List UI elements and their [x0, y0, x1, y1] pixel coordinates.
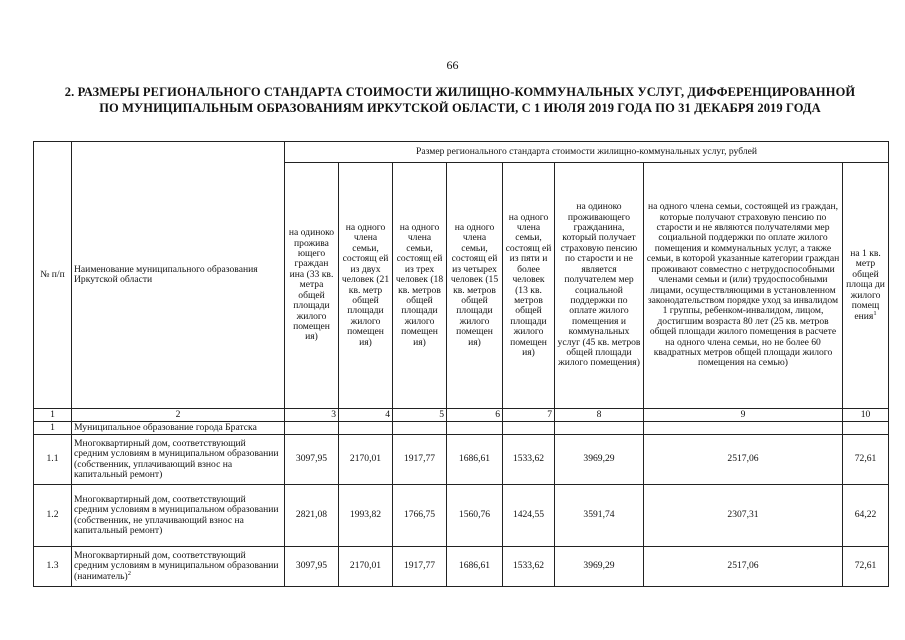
header-col-3: на одиноко прожива ющего граждан ина (33 кв. метра общей площади жилого помещен ия)	[285, 163, 339, 409]
index-cell: 9	[644, 409, 843, 422]
value-cell: 1533,62	[503, 435, 555, 485]
row-name: Многоквартирный дом, соответствующий средним условиям в муниципальном образовании (собственник, не уплачивающий взнос на капитальный ремонт)	[72, 485, 285, 547]
footnote-mark-1: 1	[873, 309, 877, 317]
header-col-4: на одного члена семьи, состоящ ей из двух человек (21 кв. метр общей площади жилого помещен ия)	[339, 163, 393, 409]
row-name-text: Многоквартирный дом, соответствующий средним условиям в муниципальном образовании (наниматель)	[74, 549, 279, 582]
title-line-1: 2. РАЗМЕРЫ РЕГИОНАЛЬНОГО СТАНДАРТА СТОИМОСТИ ЖИЛИЩНО-КОММУНАЛЬНЫХ УСЛУГ, ДИФФЕРЕНЦИРОВАННОЙ	[64, 85, 856, 99]
value-cell: 72,61	[843, 547, 889, 587]
row-num: 1.1	[34, 435, 72, 485]
column-index-row	[34, 409, 889, 422]
empty-cell	[843, 422, 889, 435]
header-col-5: на одного члена семьи, состоящ ей из трех человек (18 кв. метров общей площади жилого помещен ия)	[393, 163, 447, 409]
header-col-9: на одного члена семьи, состоящей из граждан, которые получают страховую пенсию по старости и не являются получателями мер социальной поддержки по оплате жилого помещения и коммунальных услуг, а также семьи, в которой указанные категории граждан проживают совместно с нетрудоспособными членами семьи и (или) трудоспособными лицами, осуществляющими в установленном законодательством порядке уход за инвалидом 1 группы, ребенком-инвалидом, лицом, достигшим возраста 80 лет (25 кв. метров общей площади жилого помещения в расчете на одного члена семьи, но не более 60 квадратных метров общей площади жилого помещения на семью)	[644, 163, 843, 409]
value-cell: 3097,95	[285, 435, 339, 485]
value-cell: 3591,74	[555, 485, 644, 547]
header-municipality: Наименование муниципального образования Иркутской области	[72, 142, 285, 409]
header-group: Размер регионального стандарта стоимости жилищно-коммунальных услуг, рублей	[285, 142, 889, 163]
empty-cell	[555, 422, 644, 435]
value-cell: 3097,95	[285, 547, 339, 587]
section-num: 1	[34, 422, 72, 435]
value-cell: 2821,08	[285, 485, 339, 547]
row-name: Многоквартирный дом, соответствующий средним условиям в муниципальном образовании (собственник, уплачивающий взнос на капитальный ремонт)	[72, 435, 285, 485]
empty-cell	[447, 422, 503, 435]
value-cell: 1766,75	[393, 485, 447, 547]
value-cell: 3969,29	[555, 547, 644, 587]
value-cell: 2517,06	[644, 547, 843, 587]
title-line-2: ПО МУНИЦИПАЛЬНЫМ ОБРАЗОВАНИЯМ ИРКУТСКОЙ ОБЛАСТИ, С 1 ИЮЛЯ 2019 ГОДА ПО 31 ДЕКАБРЯ 2019 ГОДА	[99, 101, 821, 115]
empty-cell	[644, 422, 843, 435]
value-cell: 1917,77	[393, 547, 447, 587]
value-cell: 2170,01	[339, 547, 393, 587]
value-cell: 72,61	[843, 435, 889, 485]
value-cell: 1686,61	[447, 547, 503, 587]
value-cell: 64,22	[843, 485, 889, 547]
value-cell: 2517,06	[644, 435, 843, 485]
value-cell: 1533,62	[503, 547, 555, 587]
value-cell: 1686,61	[447, 435, 503, 485]
value-cell: 1560,76	[447, 485, 503, 547]
index-cell: 3	[285, 409, 339, 422]
index-cell: 8	[555, 409, 644, 422]
header-col-8: на одиноко проживающего гражданина, который получает страховую пенсию по старости и не является получателем мер социальной поддержки по оплате жилого помещения и коммунальных услуг (45 кв. метров общей площади жилого помещения)	[555, 163, 644, 409]
table-row	[34, 435, 889, 485]
section-row	[34, 422, 889, 435]
index-cell: 7	[503, 409, 555, 422]
empty-cell	[503, 422, 555, 435]
row-num: 1.2	[34, 485, 72, 547]
value-cell: 1424,55	[503, 485, 555, 547]
header-num: № п/п	[34, 142, 72, 409]
index-cell: 5	[393, 409, 447, 422]
header-col-6: на одного члена семьи, состоящ ей из четырех человек (15 кв. метров общей площади жилого помещен ия)	[447, 163, 503, 409]
standard-cost-table	[33, 141, 889, 587]
value-cell: 1993,82	[339, 485, 393, 547]
header-col-10	[843, 163, 889, 409]
empty-cell	[393, 422, 447, 435]
page-number: 66	[446, 58, 459, 72]
value-cell: 2307,31	[644, 485, 843, 547]
header-col-7: на одного члена семьи, состоящ ей из пяти и более человек (13 кв. метров общей площади жилого помещен ия)	[503, 163, 555, 409]
value-cell: 3969,29	[555, 435, 644, 485]
index-cell: 4	[339, 409, 393, 422]
value-cell: 2170,01	[339, 435, 393, 485]
empty-cell	[285, 422, 339, 435]
index-cell: 10	[843, 409, 889, 422]
table-row	[34, 547, 889, 587]
table-row	[34, 485, 889, 547]
document-title	[40, 84, 880, 116]
index-cell: 2	[72, 409, 285, 422]
index-cell: 6	[447, 409, 503, 422]
section-name: Муниципальное образование города Братска	[72, 422, 285, 435]
footnote-mark-2: 2	[127, 569, 131, 577]
empty-cell	[339, 422, 393, 435]
row-name	[72, 547, 285, 587]
header-col-10-text: на 1 кв. метр общей площа ди жилого помещ ения	[846, 248, 885, 322]
value-cell: 1917,77	[393, 435, 447, 485]
row-num: 1.3	[34, 547, 72, 587]
index-cell: 1	[34, 409, 72, 422]
